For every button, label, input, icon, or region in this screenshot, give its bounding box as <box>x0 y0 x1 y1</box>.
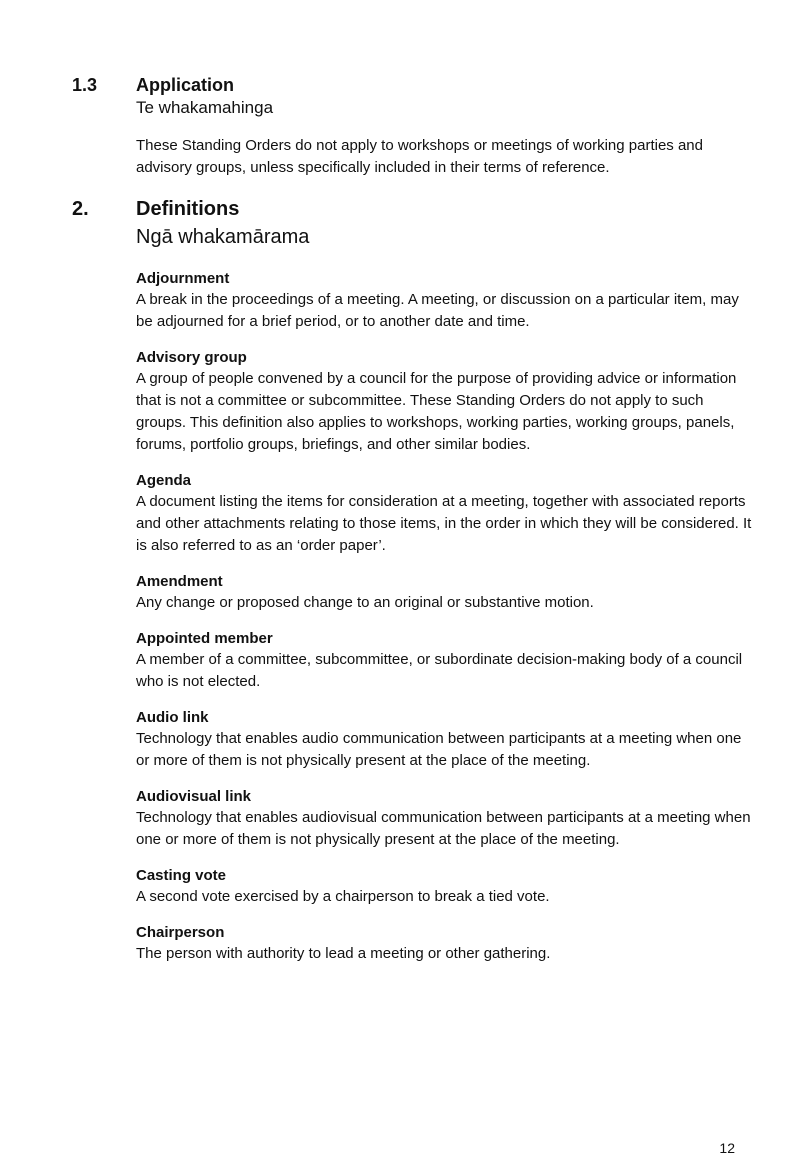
definition-text: A second vote exercised by a chairperson to break a tied vote. <box>136 888 550 905</box>
section-2 <box>72 196 752 979</box>
definition-text: A document listing the items for consideration at a meeting, together with associated reports and other attachments relating to those items, in the order in which they will be considered. It is also referred to as an ‘order paper’. <box>136 493 752 554</box>
definition-item <box>136 470 752 557</box>
definition-item <box>136 786 752 851</box>
section-title: Application <box>136 75 234 95</box>
definition-term: Amendment <box>136 573 223 590</box>
definitions-list <box>136 268 752 965</box>
definition-term: Chairperson <box>136 924 225 941</box>
definition-text: Any change or proposed change to an original or substantive motion. <box>136 594 594 611</box>
definition-term: Agenda <box>136 472 192 489</box>
definition-term: Appointed member <box>136 630 273 647</box>
definition-term: Advisory group <box>136 349 247 366</box>
definition-item <box>136 347 752 456</box>
definition-text: The person with authority to lead a meeting or other gathering. <box>136 945 551 962</box>
section-subtitle: Te whakamahinga <box>136 98 274 117</box>
definition-term: Audiovisual link <box>136 788 252 805</box>
section-title: Definitions <box>136 198 240 220</box>
section-number: 1.3 <box>72 75 98 95</box>
definition-term: Adjournment <box>136 270 230 287</box>
definition-item <box>136 268 752 333</box>
section-number: 2. <box>72 198 89 220</box>
definition-text: A break in the proceedings of a meeting. A meeting, or discussion on a particular item, may be adjourned for a brief period, or to another date and time. <box>136 291 739 330</box>
definition-text: A member of a committee, subcommittee, or subordinate decision-making body of a council who is not elected. <box>136 651 743 690</box>
definition-term: Casting vote <box>136 867 227 884</box>
definition-item <box>136 628 752 693</box>
definition-term: Audio link <box>136 709 209 726</box>
definition-item <box>136 922 752 965</box>
definition-text: A group of people convened by a council for the purpose of providing advice or information that is not a committee or subcommittee. These Standing Orders do not apply to such groups. This definition also applies to workshops, working parties, working groups, panels, forums, portfolio groups, briefings, and other similar bodies. <box>136 370 737 453</box>
definition-item <box>136 865 752 908</box>
section-1-3 <box>72 74 752 179</box>
definition-item <box>136 707 752 772</box>
section-paragraph: These Standing Orders do not apply to workshops or meetings of working parties and advisory groups, unless specifically included in their terms of reference. <box>136 137 703 176</box>
definition-text: Technology that enables audiovisual communication between participants at a meeting when one or more of them is not physically present at the place of the meeting. <box>136 809 751 848</box>
section-subtitle: Ngā whakamārama <box>136 226 310 248</box>
definition-text: Technology that enables audio communication between participants at a meeting when one or more of them is not physically present at the place of the meeting. <box>136 730 742 769</box>
definition-item <box>136 571 752 614</box>
page-number: 12 <box>719 1140 735 1156</box>
